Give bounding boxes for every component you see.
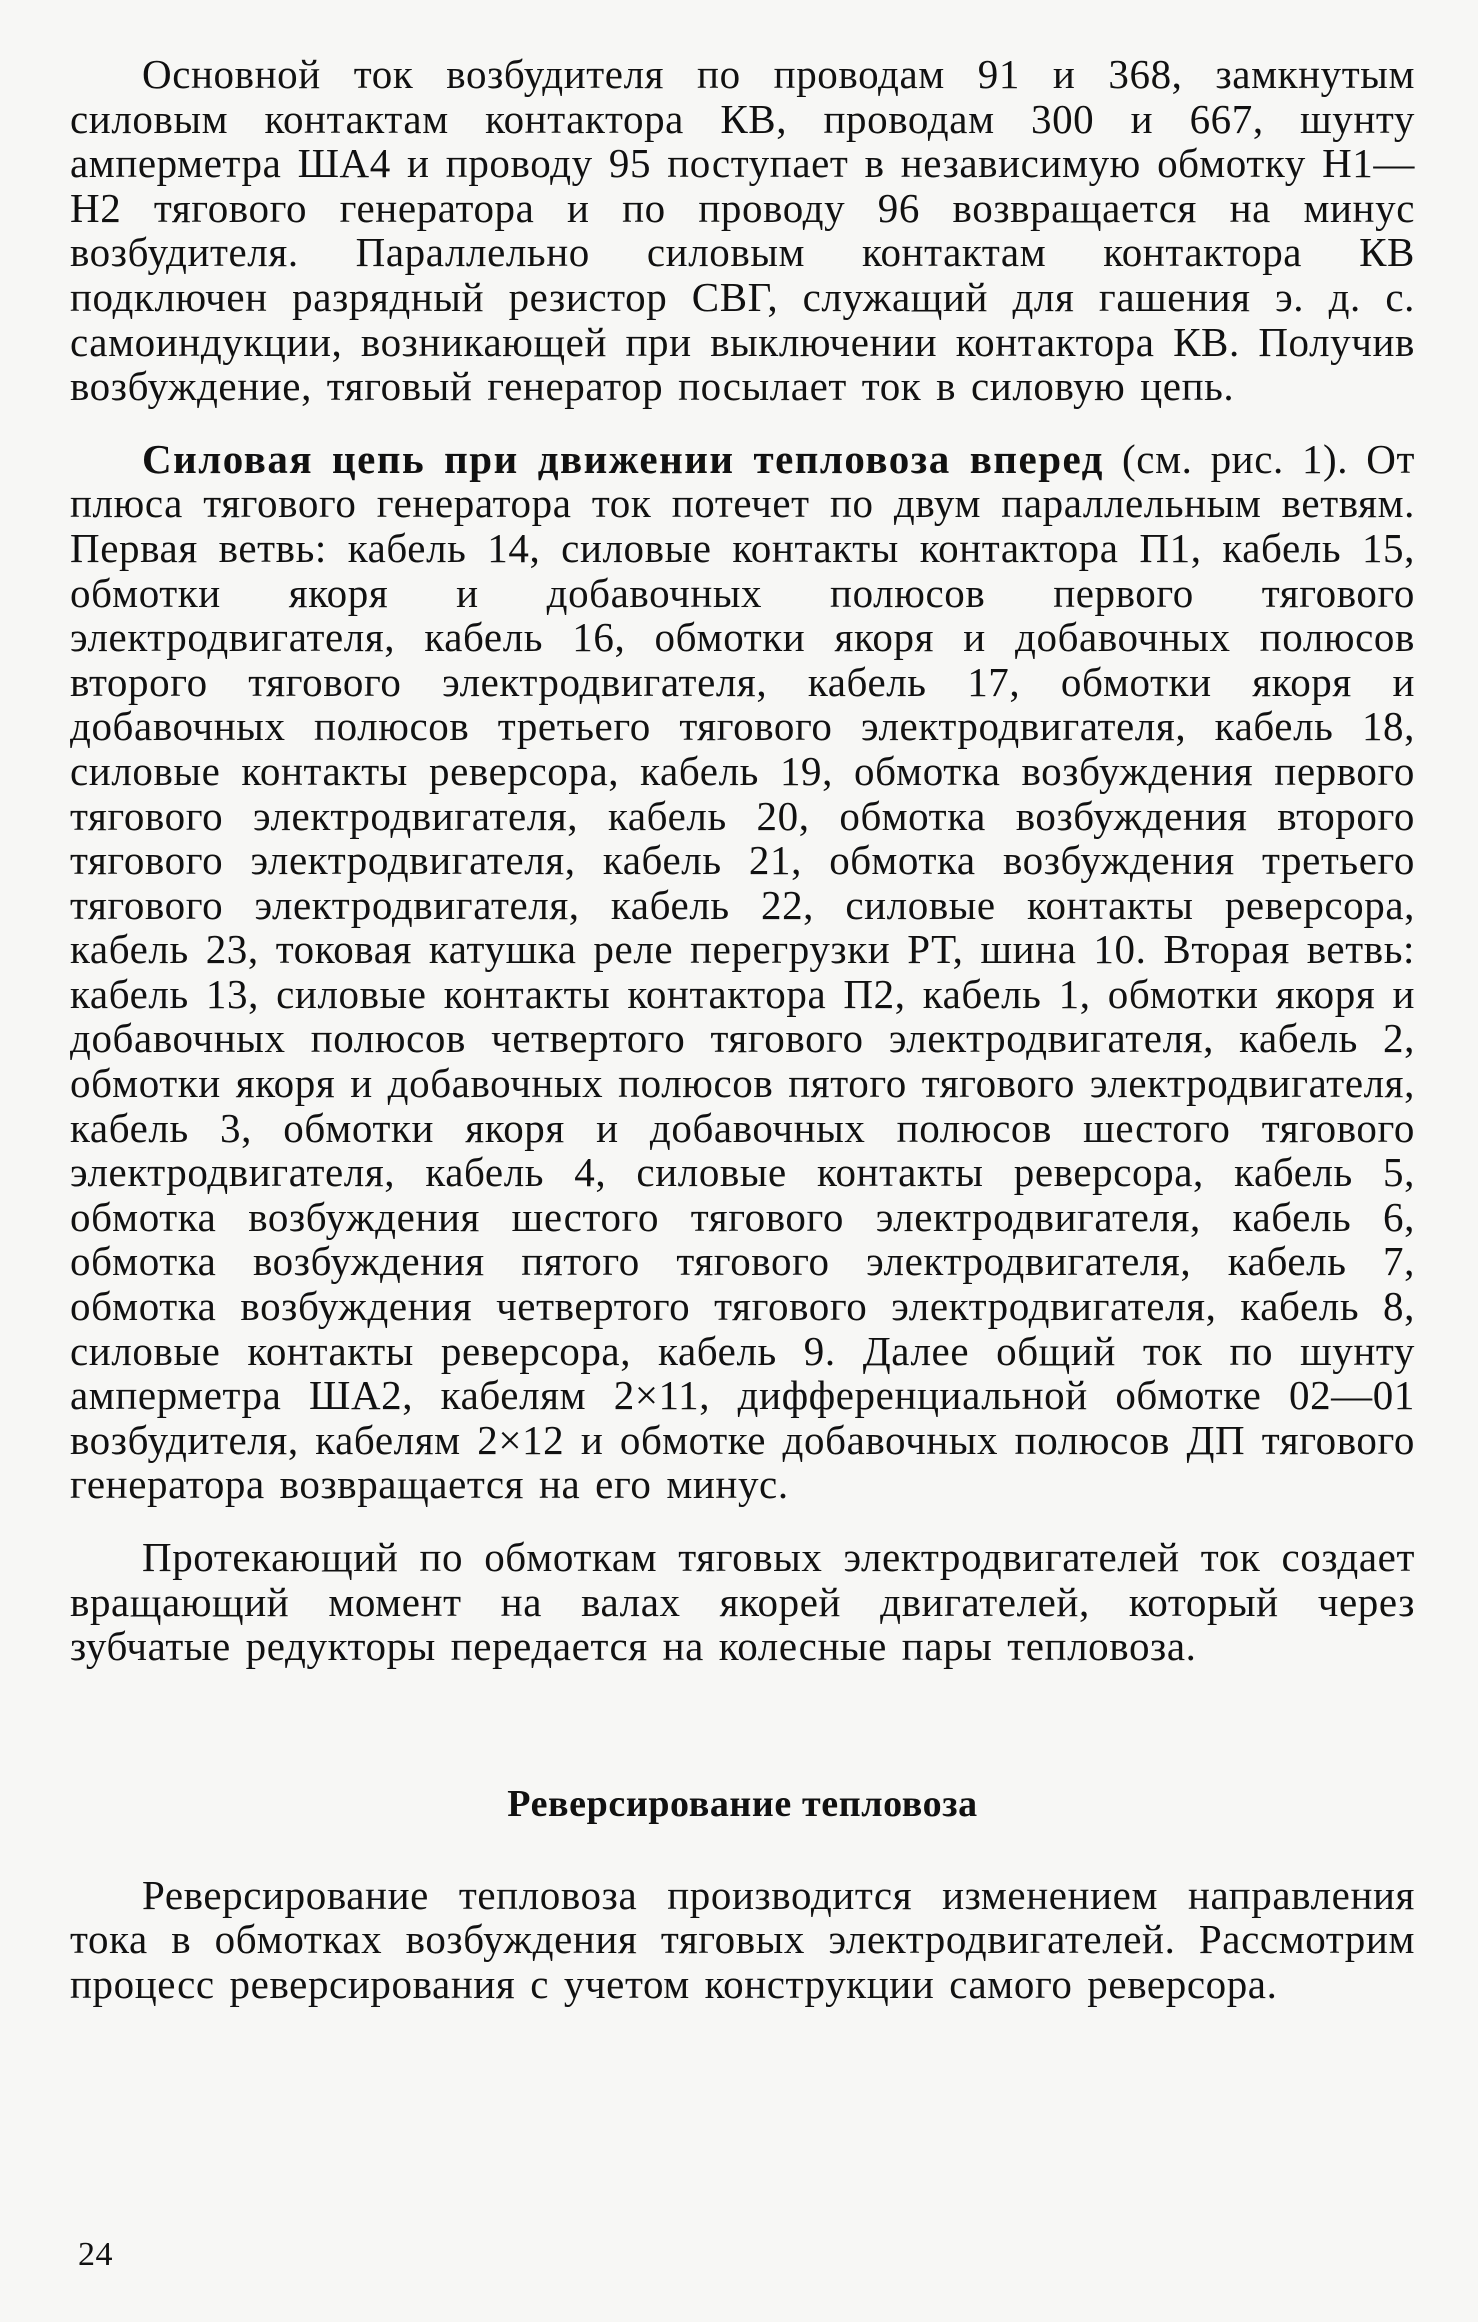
paragraph-text: Протекающий по обмоткам тяговых электродвигателей ток создает вращающий момент на валах якорей двигателей, который через зубчатые редукторы передается на колесные пары тепловоза. (70, 1534, 1415, 1670)
section-heading: Реверсирование тепловоза (507, 1782, 978, 1825)
paragraph-torque (70, 1535, 1415, 1669)
paragraph-text: Основной ток возбудителя по проводам 91 и 368, замкнутым силовым контактам контактора КВ, проводам 300 и 667, шунту амперметра ША4 и проводу 95 поступает в независимую обмотку Н1—Н2 тягового генератора и по проводу 96 возвращается на минус возбудителя. Параллельно силовым контактам контактора КВ подключен разрядный резистор СВГ, служащий для гашения э. д. с. самоиндукции, возникающей при выключении контактора КВ. Получив возбуждение, тяговый генератор посылает ток в силовую цепь. (70, 51, 1415, 410)
paragraph-lead-bold: Силовая цепь при движении тепловоза вперед (142, 435, 1104, 482)
paragraph-text: (см. рис. 1). От плюса тягового генератора ток потечет по двум параллельным ветвям. Первая ветвь: кабель 14, силовые контакты контактора П1, кабель 15, обмотки якоря и добавочных полюсов первого тягового электродвигателя, кабель 16, обмотки якоря и добавочных полюсов второго тягового электродвигателя, кабель 17, обмотки якоря и добавочных полюсов третьего тягового электродвигателя, кабель 18, силовые контакты реверсора, кабель 19, обмотка возбуждения первого тягового электродвигателя, кабель 20, обмотка возбуждения второго тягового электродвигателя, кабель 21, обмотка возбуждения третьего тягового электродвигателя, кабель 22, силовые контакты реверсора, кабель 23, токовая катушка реле перегрузки РТ, шина 10. Вторая ветвь: кабель 13, силовые контакты контактора П2, кабель 1, обмотки якоря и добавочных полюсов четвертого тягового электродвигателя, кабель 2, обмотки якоря и добавочных полюсов пятого тягового электродвигателя, кабель 3, обмотки якоря и добавочных полюсов шестого тягового электродвигателя, кабель 4, силовые контакты реверсора, кабель 5, обмотка возбуждения шестого тягового электродвигателя, кабель 6, обмотка возбуждения пятого тягового электродвигателя, кабель 7, обмотка возбуждения четвертого тягового электродвигателя, кабель 8, силовые контакты реверсора, кабель 9. Далее общий ток по шунту амперметра ША2, кабелям 2×11, дифференциальной обмотке 02—01 возбудителя, кабелям 2×12 и обмотке добавочных полюсов ДП тягового генератора возвращается на его минус. (70, 435, 1415, 1508)
page-number: 24 (78, 2236, 113, 2273)
paragraph-exciter-current (70, 52, 1415, 409)
paragraph-reversing (70, 1873, 1415, 2007)
page-content (70, 52, 1415, 2007)
paragraph-power-circuit-forward (70, 437, 1415, 1507)
paragraph-text: Реверсирование тепловоза производится изменением направления тока в обмотках возбуждения тяговых электродвигателей. Рассмотрим процесс реверсирования с учетом конструкции самого реверсора. (70, 1871, 1415, 2007)
